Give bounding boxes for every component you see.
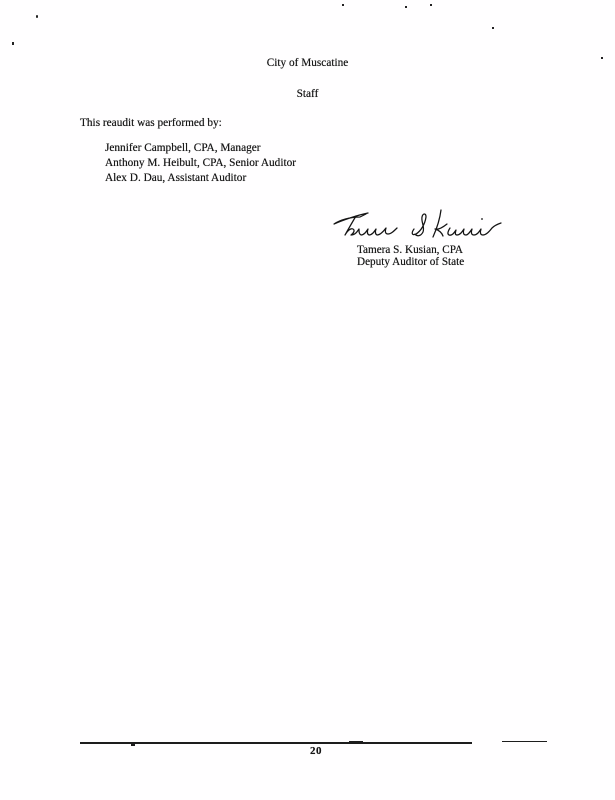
signature-script bbox=[330, 205, 502, 245]
scan-speck bbox=[430, 4, 432, 6]
scan-speck bbox=[342, 4, 344, 6]
document-title: City of Muscatine bbox=[266, 57, 349, 69]
scan-speck bbox=[36, 15, 38, 18]
scan-speck bbox=[405, 6, 407, 8]
footer-rule-tick bbox=[131, 744, 135, 746]
footer-rule bbox=[80, 742, 472, 744]
footer-rule-overlap-dash bbox=[349, 741, 363, 743]
staff-member: Alex D. Dau, Assistant Auditor bbox=[105, 171, 247, 184]
scan-speck bbox=[12, 42, 14, 45]
signatory-title: Deputy Auditor of State bbox=[357, 255, 465, 268]
page-number: 20 bbox=[310, 745, 322, 757]
footer-rule-right-stub bbox=[502, 741, 547, 742]
signatory-name: Tamera S. Kusian, CPA bbox=[357, 244, 464, 256]
staff-member: Anthony M. Heibult, CPA, Senior Auditor bbox=[105, 156, 297, 169]
scan-speck bbox=[492, 27, 494, 29]
section-heading-staff: Staff bbox=[296, 88, 319, 100]
staff-list bbox=[105, 141, 296, 185]
staff-member: Jennifer Campbell, CPA, Manager bbox=[105, 142, 261, 154]
intro-line: This reaudit was performed by: bbox=[80, 117, 222, 129]
